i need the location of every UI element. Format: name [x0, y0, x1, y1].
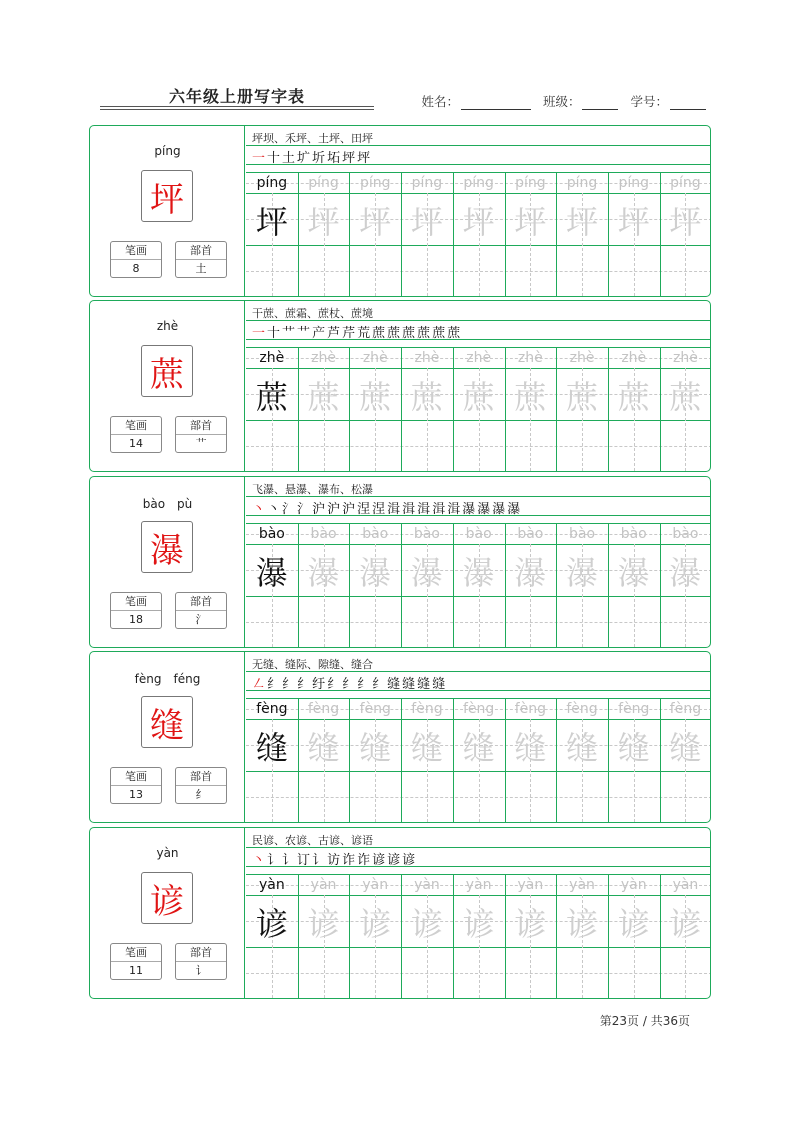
trace-char[interactable]: 谚 [566, 904, 599, 943]
stroke-step: 丶 [252, 502, 268, 517]
practice-grid [246, 828, 711, 998]
cell-pinyin: fèng [359, 701, 391, 717]
trace-char[interactable]: 蔗 [359, 377, 392, 416]
cell-pinyin: yàn [465, 877, 492, 893]
stroke-step: 一 [252, 151, 268, 166]
pinyin-cell[interactable] [453, 874, 505, 896]
stroke-step: 订 [297, 853, 313, 868]
stroke-step: 湒 [402, 502, 418, 517]
stroke-step: 沪 [327, 502, 343, 517]
stroke-step: 氵 [297, 502, 313, 517]
trace-char[interactable]: 坪 [462, 202, 495, 241]
stroke-step: 讠 [267, 853, 283, 868]
example-words: 民谚、农谚、古谚、谚语 [252, 834, 373, 847]
trace-char[interactable]: 缝 [669, 728, 702, 767]
char-card [89, 125, 711, 297]
trace-char[interactable]: 蔗 [307, 377, 340, 416]
radical-box [175, 767, 227, 804]
stroke-count: 13 [129, 788, 143, 801]
stroke-step: 缝 [417, 677, 433, 692]
char-info-panel [90, 828, 245, 998]
stroke-step: 纟 [372, 677, 388, 692]
trace-char[interactable]: 瀑 [617, 553, 650, 592]
cell-pinyin: fèng [618, 701, 650, 717]
pinyin-cell[interactable] [505, 523, 557, 545]
trace-char[interactable]: 瀑 [566, 553, 599, 592]
char-card [89, 827, 711, 999]
model-char: 谚 [255, 904, 288, 943]
cell-pinyin: yàn [517, 877, 544, 893]
char-card [89, 300, 711, 472]
practice-grid [246, 126, 711, 296]
stroke-step: 蔗 [432, 326, 448, 341]
cell-pinyin: bào [620, 526, 647, 542]
trace-char[interactable]: 谚 [410, 904, 443, 943]
stroke-step: 纟 [267, 677, 283, 692]
name-blank[interactable] [461, 97, 531, 110]
char-pinyin: bào pù [142, 497, 193, 511]
pinyin-cell[interactable] [556, 874, 608, 896]
page-title: 六年级上册写字表 [168, 87, 305, 106]
page-header [0, 0, 800, 120]
pinyin-cell[interactable] [401, 523, 453, 545]
char-display: 瀑 [141, 521, 193, 573]
stroke-step: 纡 [312, 677, 328, 692]
pinyin-cell[interactable] [608, 172, 660, 194]
stroke-step: 蔗 [402, 326, 418, 341]
trace-char[interactable]: 缝 [410, 728, 443, 767]
cell-pinyin: bào [258, 526, 285, 542]
stroke-step: 湒 [447, 502, 463, 517]
trace-char[interactable]: 蔗 [566, 377, 599, 416]
stroke-step: 讠 [312, 853, 328, 868]
stroke-step: 十 [267, 326, 283, 341]
class-field[interactable] [543, 92, 619, 110]
stroke-step: 一 [252, 326, 268, 341]
trace-char[interactable]: 蔗 [410, 377, 443, 416]
stroke-count-box [110, 943, 162, 980]
stroke-step: 圻 [312, 151, 328, 166]
cell-pinyin: bào [362, 526, 389, 542]
grid-line [246, 145, 711, 146]
trace-char[interactable]: 瀑 [669, 553, 702, 592]
cell-pinyin: píng [308, 175, 339, 191]
grid-line [246, 847, 711, 848]
trace-char[interactable]: 坪 [566, 202, 599, 241]
stroke-count: 11 [129, 964, 143, 977]
stroke-step: 沪 [312, 502, 328, 517]
char-pinyin: yàn [156, 846, 179, 860]
pinyin-cell[interactable] [556, 523, 608, 545]
stroke-step: 湒 [432, 502, 448, 517]
char-pinyin: píng [154, 144, 181, 158]
stroke-count-label: 笔画 [111, 242, 161, 260]
pinyin-cell[interactable] [298, 523, 350, 545]
pinyin-cell[interactable] [556, 698, 608, 720]
class-blank[interactable] [582, 97, 618, 110]
trace-char[interactable]: 瀑 [410, 553, 443, 592]
cell-pinyin: yàn [362, 877, 389, 893]
char-card [89, 476, 711, 648]
trace-char[interactable]: 缝 [307, 728, 340, 767]
cell-pinyin: zhè [311, 350, 336, 366]
trace-char[interactable]: 坪 [514, 202, 547, 241]
stroke-count-label: 笔画 [111, 417, 161, 435]
stroke-count-label: 笔画 [111, 768, 161, 786]
cell-pinyin: bào [310, 526, 337, 542]
radical: 讠 [195, 964, 207, 977]
title-rule [100, 109, 374, 110]
stroke-step: 丶 [267, 502, 283, 517]
stroke-count: 18 [129, 613, 143, 626]
stroke-step: 瀑 [477, 502, 493, 517]
trace-char[interactable]: 缝 [462, 728, 495, 767]
id-field[interactable] [630, 92, 706, 110]
stroke-count-box [110, 416, 162, 453]
cell-pinyin: yàn [569, 877, 595, 893]
stroke-count-label: 笔画 [111, 944, 161, 962]
pinyin-cell[interactable] [505, 698, 557, 720]
radical-label: 部首 [176, 417, 226, 435]
cell-pinyin: píng [411, 175, 443, 191]
pinyin-cell[interactable] [660, 347, 711, 369]
stroke-step: 缝 [402, 677, 418, 692]
trace-char[interactable]: 坪 [359, 202, 392, 241]
cell-pinyin: píng [515, 175, 546, 191]
stroke-step: 谚 [387, 853, 403, 868]
pinyin-cell[interactable] [401, 172, 453, 194]
cell-pinyin: zhè [414, 350, 440, 366]
cell-pinyin: yàn [620, 877, 647, 893]
cell-pinyin: píng [359, 175, 391, 191]
char-display: 蔗 [141, 345, 193, 397]
cell-pinyin: fèng [669, 701, 702, 717]
stroke-step: 荒 [357, 326, 373, 341]
cell-pinyin: yàn [310, 877, 337, 893]
stroke-step: 艹 [297, 326, 313, 341]
stroke-step: 圹 [297, 151, 313, 166]
pinyin-cell[interactable] [453, 698, 505, 720]
stroke-count-box [110, 241, 162, 278]
cell-pinyin: yàn [258, 877, 285, 893]
cell-pinyin: zhè [621, 350, 647, 366]
example-words: 无缝、缝际、隙缝、缝合 [252, 658, 373, 671]
trace-char[interactable]: 蔗 [669, 377, 702, 416]
stroke-step: 瀑 [492, 502, 508, 517]
cell-pinyin: fèng [307, 701, 340, 717]
pinyin-cell[interactable] [401, 874, 453, 896]
pinyin-cell[interactable] [453, 347, 505, 369]
cell-pinyin: zhè [517, 350, 543, 366]
name-field[interactable] [421, 92, 531, 110]
char-card [89, 651, 711, 823]
cell-pinyin: fèng [411, 701, 443, 717]
stroke-count-label: 笔画 [111, 593, 161, 611]
pinyin-cell [246, 347, 298, 369]
pinyin-cell [246, 523, 298, 545]
char-info-panel [90, 301, 245, 471]
trace-char[interactable]: 坪 [669, 202, 702, 241]
cell-pinyin: píng [566, 175, 598, 191]
stroke-step: 芦 [327, 326, 343, 341]
stroke-step: 谚 [402, 853, 418, 868]
stroke-step: 蔗 [372, 326, 388, 341]
cell-pinyin: bào [517, 526, 544, 542]
trace-char[interactable]: 谚 [359, 904, 392, 943]
pinyin-cell[interactable] [608, 874, 660, 896]
char-display: 坪 [141, 170, 193, 222]
cell-pinyin: zhè [259, 350, 285, 366]
stroke-step: ㇜ [252, 677, 268, 692]
pinyin-cell[interactable] [401, 698, 453, 720]
char-pinyin: zhè [156, 319, 179, 333]
stroke-step: 涅 [372, 502, 388, 517]
stroke-step: 访 [327, 853, 343, 868]
trace-char[interactable]: 坪 [307, 202, 340, 241]
pinyin-cell[interactable] [505, 874, 557, 896]
trace-char[interactable]: 谚 [462, 904, 495, 943]
model-char: 蔗 [255, 377, 288, 416]
radical-box [175, 943, 227, 980]
name-label: 姓名： [421, 94, 459, 109]
pinyin-cell[interactable] [298, 874, 350, 896]
cell-pinyin: píng [618, 175, 649, 191]
radical: 纟 [195, 788, 207, 801]
char-display: 缝 [141, 696, 193, 748]
radical: 艹 [195, 437, 207, 450]
stroke-step: 蔗 [387, 326, 403, 341]
id-blank[interactable] [670, 97, 706, 110]
stroke-step: 纟 [342, 677, 358, 692]
pinyin-cell[interactable] [608, 347, 660, 369]
pinyin-cell[interactable] [608, 698, 660, 720]
example-words: 飞瀑、悬瀑、瀑布、松瀑 [252, 483, 373, 496]
stroke-count: 14 [129, 437, 143, 450]
stroke-step: 产 [312, 326, 328, 341]
pinyin-cell[interactable] [349, 172, 401, 194]
char-display: 谚 [141, 872, 193, 924]
trace-char[interactable]: 瀑 [359, 553, 392, 592]
cell-pinyin: bào [672, 526, 699, 542]
pinyin-cell[interactable] [556, 172, 608, 194]
cell-pinyin: fèng [256, 701, 288, 717]
radical: 氵 [195, 613, 207, 626]
grid-line [246, 496, 711, 497]
student-info [421, 92, 706, 110]
title-rule [100, 106, 374, 107]
grid-line [246, 320, 711, 321]
cell-pinyin: fèng [566, 701, 598, 717]
cell-pinyin: fèng [514, 701, 546, 717]
stroke-step: 氵 [282, 502, 298, 517]
stroke-step: 缝 [387, 677, 403, 692]
trace-char[interactable]: 谚 [514, 904, 547, 943]
pinyin-cell[interactable] [608, 523, 660, 545]
radical: 土 [195, 262, 207, 275]
cell-pinyin: zhè [466, 350, 492, 366]
pinyin-cell[interactable] [349, 874, 401, 896]
radical-label: 部首 [176, 242, 226, 260]
stroke-step: 坧 [327, 151, 343, 166]
pinyin-cell[interactable] [401, 347, 453, 369]
pinyin-cell[interactable] [505, 347, 557, 369]
radical-label: 部首 [176, 768, 226, 786]
pinyin-cell[interactable] [453, 523, 505, 545]
char-info-panel [90, 126, 245, 296]
trace-char[interactable]: 缝 [359, 728, 392, 767]
radical-box [175, 241, 227, 278]
cell-pinyin: píng [256, 175, 288, 191]
cell-pinyin: zhè [362, 350, 388, 366]
trace-char[interactable]: 缝 [617, 728, 650, 767]
pinyin-cell[interactable] [505, 172, 557, 194]
stroke-step: 纟 [357, 677, 373, 692]
stroke-step: 坪 [357, 151, 373, 166]
stroke-step: 丶 [252, 853, 268, 868]
stroke-step: 瀑 [507, 502, 523, 517]
pinyin-cell[interactable] [660, 874, 711, 896]
id-label: 学号： [630, 94, 668, 109]
cell-pinyin: yàn [672, 877, 699, 893]
pinyin-cell [246, 874, 298, 896]
grid-line [246, 671, 711, 672]
radical-box [175, 416, 227, 453]
stroke-step: 谚 [372, 853, 388, 868]
char-pinyin: fèng féng [134, 672, 201, 686]
grid-line [246, 164, 711, 165]
grid-line [246, 866, 711, 867]
cell-pinyin: zhè [569, 350, 595, 366]
trace-char[interactable]: 瀑 [462, 553, 495, 592]
pinyin-cell[interactable] [298, 698, 350, 720]
trace-char[interactable]: 谚 [669, 904, 702, 943]
trace-char[interactable]: 蔗 [514, 377, 547, 416]
stroke-step: 十 [267, 151, 283, 166]
trace-char[interactable]: 蔗 [462, 377, 495, 416]
stroke-step: 湒 [387, 502, 403, 517]
stroke-step: 艹 [282, 326, 298, 341]
stroke-step: 涅 [357, 502, 373, 517]
cell-pinyin: zhè [673, 350, 698, 366]
stroke-step: 湒 [417, 502, 433, 517]
stroke-step: 纟 [282, 677, 298, 692]
trace-char[interactable]: 瀑 [307, 553, 340, 592]
stroke-step: 诈 [342, 853, 358, 868]
stroke-count-box [110, 767, 162, 804]
trace-char[interactable]: 坪 [410, 202, 443, 241]
grid-line [246, 339, 711, 340]
stroke-step: 诈 [357, 853, 373, 868]
pinyin-cell[interactable] [660, 172, 711, 194]
cell-pinyin: bào [465, 526, 492, 542]
trace-char[interactable]: 谚 [307, 904, 340, 943]
stroke-step: 沪 [342, 502, 358, 517]
stroke-step: 纟 [327, 677, 343, 692]
practice-grid [246, 477, 711, 647]
class-label: 班级： [542, 94, 581, 109]
cell-pinyin: píng [463, 175, 494, 191]
pinyin-cell[interactable] [298, 347, 350, 369]
example-words: 干蔗、蔗霜、蔗杖、蔗境 [252, 307, 373, 320]
trace-char[interactable]: 缝 [514, 728, 547, 767]
grid-line [246, 690, 711, 691]
grid-line [246, 515, 711, 516]
stroke-step: 坪 [342, 151, 358, 166]
stroke-count: 8 [132, 262, 140, 275]
trace-char[interactable]: 瀑 [514, 553, 547, 592]
pinyin-cell[interactable] [660, 523, 711, 545]
stroke-step: 芹 [342, 326, 358, 341]
char-info-panel [90, 477, 245, 647]
char-info-panel [90, 652, 245, 822]
pinyin-cell[interactable] [349, 523, 401, 545]
cell-pinyin: bào [413, 526, 440, 542]
example-words: 坪坝、禾坪、土坪、田坪 [252, 132, 373, 145]
practice-grid [246, 301, 711, 471]
model-char: 坪 [255, 202, 288, 241]
pinyin-cell[interactable] [556, 347, 608, 369]
stroke-step: 瀑 [462, 502, 478, 517]
pinyin-cell [246, 698, 298, 720]
stroke-step: 纟 [297, 677, 313, 692]
radical-label: 部首 [176, 593, 226, 611]
cell-pinyin: yàn [414, 877, 440, 893]
trace-char[interactable]: 谚 [617, 904, 650, 943]
cell-pinyin: bào [569, 526, 596, 542]
stroke-step: 蔗 [447, 326, 463, 341]
stroke-step: 蔗 [417, 326, 433, 341]
stroke-step: 讠 [282, 853, 298, 868]
stroke-count-box [110, 592, 162, 629]
pinyin-cell [246, 172, 298, 194]
cell-pinyin: píng [670, 175, 701, 191]
radical-box [175, 592, 227, 629]
stroke-step: 土 [282, 151, 298, 166]
trace-char[interactable]: 缝 [566, 728, 599, 767]
pinyin-cell[interactable] [298, 172, 350, 194]
page-number: 第23页 / 共36页 [599, 1014, 690, 1028]
model-char: 缝 [255, 728, 288, 767]
stroke-step: 缝 [432, 677, 448, 692]
practice-grid [246, 652, 711, 822]
pinyin-cell[interactable] [349, 698, 401, 720]
pinyin-cell[interactable] [349, 347, 401, 369]
radical-label: 部首 [176, 944, 226, 962]
trace-char[interactable]: 蔗 [617, 377, 650, 416]
trace-char[interactable]: 坪 [617, 202, 650, 241]
pinyin-cell[interactable] [660, 698, 711, 720]
cell-pinyin: fèng [462, 701, 495, 717]
model-char: 瀑 [255, 553, 288, 592]
pinyin-cell[interactable] [453, 172, 505, 194]
